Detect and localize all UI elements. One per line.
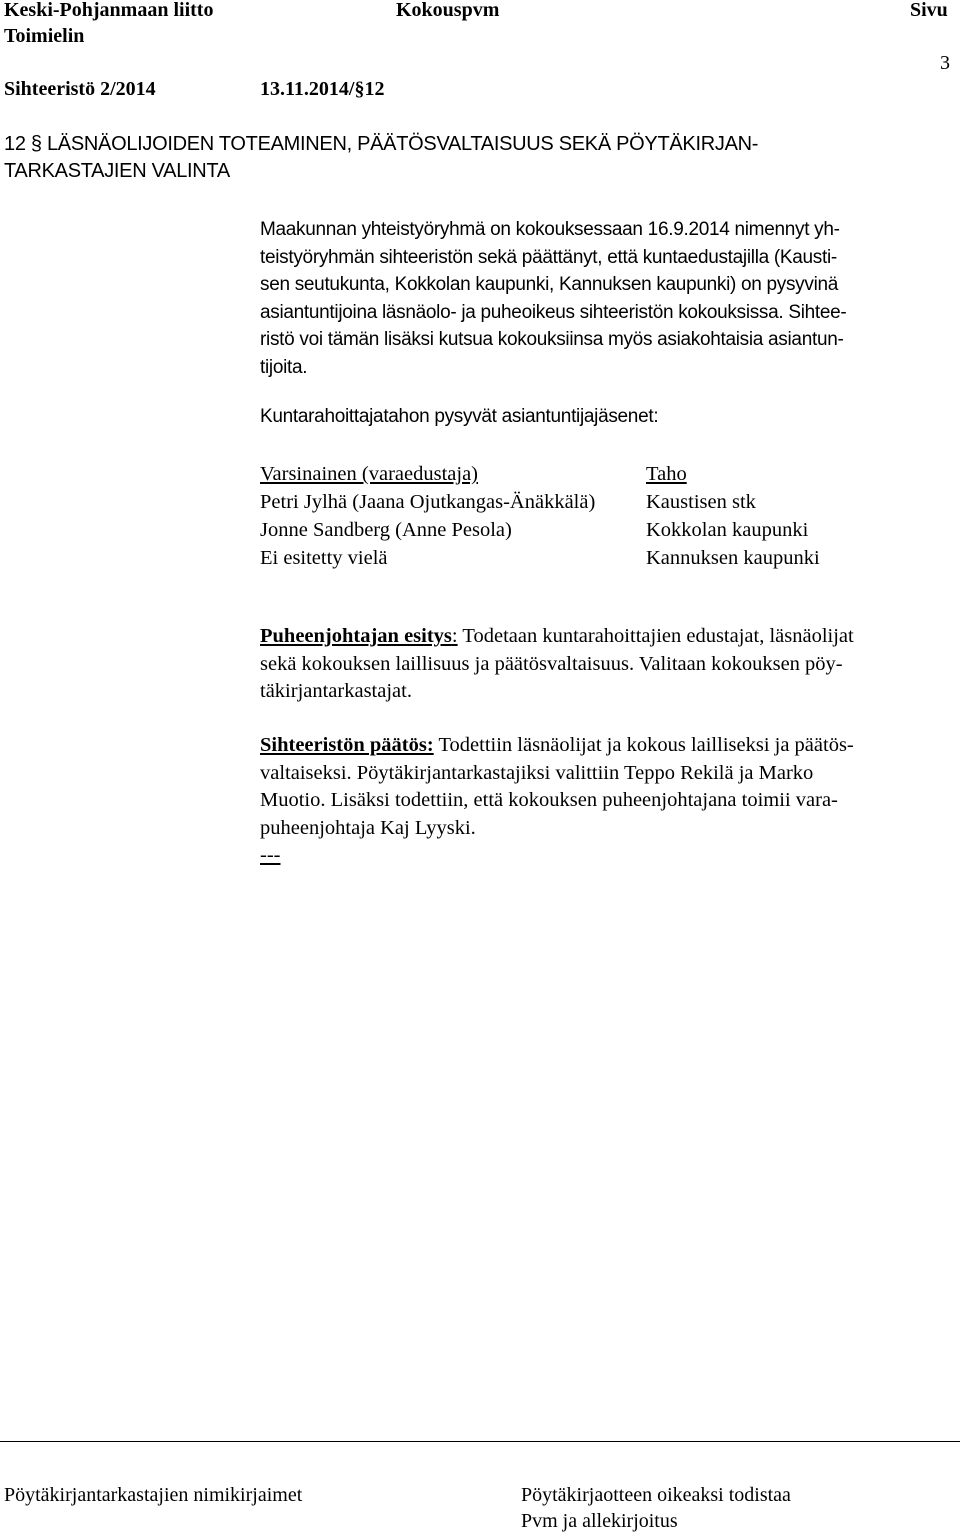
proposal-paragraph — [260, 623, 854, 706]
decision-text: Todettiin läsnäolijat ja kokous lailliseksi ja päätös- — [433, 734, 854, 756]
decision-line: puheenjohtaja Kaj Lyyski. — [260, 816, 476, 839]
decision-line — [260, 732, 854, 760]
section-title-line1: 12 § LÄSNÄOLIJOIDEN TOTEAMINEN, PÄÄTÖSVALTAISUUS SEKÄ PÖYTÄKIRJAN- — [4, 133, 759, 155]
proposal-line: täkirjantarkastajat. — [260, 680, 412, 702]
section-title-line2: TARKASTAJIEN VALINTA — [4, 160, 230, 182]
member-organization: Kokkolan kaupunki — [646, 519, 809, 541]
member-organization: Kaustisen stk — [646, 491, 756, 513]
member-name: Jonne Sandberg (Anne Pesola) — [260, 519, 512, 541]
members-heading: Kuntarahoittajatahon pysyvät asiantuntijajäsenet: — [260, 406, 659, 427]
page-number: 3 — [940, 52, 950, 74]
intro-line: asiantuntijoina läsnäolo- ja puheoikeus sihteeristön kokouksissa. Sihtee- — [260, 301, 847, 323]
column-header-organization: Taho — [646, 463, 687, 485]
decision-line: Muotio. Lisäksi todettiin, että kokouksen puheenjohtajana toimii vara- — [260, 789, 838, 811]
proposal-line — [260, 623, 854, 651]
body-name: Sihteeristö 2/2014 — [4, 78, 156, 100]
page-label: Sivu — [910, 0, 948, 21]
end-mark: --- — [260, 844, 281, 866]
proposal-label: Puheenjohtajan esitys — [260, 625, 452, 647]
intro-line: tijoita. — [260, 356, 308, 378]
intro-line: Maakunnan yhteistyöryhmä on kokouksessaan 16.9.2014 nimennyt yh- — [260, 219, 840, 240]
footer-date-signature-label: Pvm ja allekirjoitus — [521, 1510, 678, 1532]
footer-divider — [0, 1441, 960, 1442]
member-organization: Kannuksen kaupunki — [646, 547, 820, 569]
proposal-line: sekä kokouksen laillisuus ja päätösvaltaisuus. Valitaan kokouksen pöy- — [260, 652, 843, 675]
intro-paragraph — [260, 216, 846, 381]
decision-label: Sihteeristön päätös: — [260, 734, 434, 756]
proposal-text: Todetaan kuntarahoittajien edustajat, läsnäolijat — [457, 625, 854, 647]
footer-initials-label: Pöytäkirjantarkastajien nimikirjaimet — [4, 1484, 303, 1506]
intro-line: sen seutukunta, Kokkolan kaupunki, Kannuksen kaupunki) on pysyvinä — [260, 274, 839, 295]
decision-paragraph — [260, 732, 854, 870]
intro-line: teistyöryhmän sihteeristön sekä päättänyt, että kuntaedustajilla (Kausti- — [260, 246, 837, 268]
body-label: Toimielin — [4, 25, 85, 47]
meeting-date-label: Kokouspvm — [396, 0, 500, 21]
footer-certify-label: Pöytäkirjaotteen oikeaksi todistaa — [521, 1484, 791, 1506]
date-section-ref: 13.11.2014/§12 — [260, 78, 385, 100]
intro-line: ristö voi tämän lisäksi kutsua kokouksiinsa myös asiakohtaisia asiantun- — [260, 329, 844, 350]
decision-line: valtaiseksi. Pöytäkirjantarkastajiksi valittiin Teppo Rekilä ja Marko — [260, 761, 814, 784]
organization-name: Keski-Pohjanmaan liitto — [4, 0, 214, 21]
member-name: Petri Jylhä (Jaana Ojutkangas-Änäkkälä) — [260, 491, 596, 513]
member-name: Ei esitetty vielä — [260, 547, 388, 569]
proposal-colon: : — [451, 625, 458, 647]
column-header-member: Varsinainen (varaedustaja) — [260, 463, 478, 485]
